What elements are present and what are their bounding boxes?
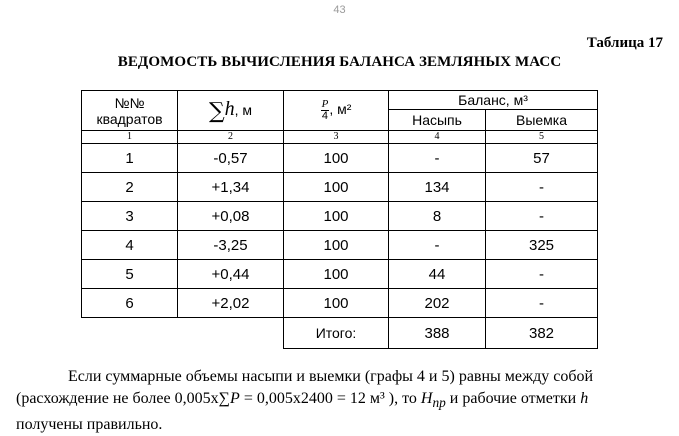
cell-area: 100 xyxy=(284,144,389,173)
column-number: 5 xyxy=(486,131,598,144)
table-row xyxy=(82,231,598,260)
note-var-hh: h xyxy=(580,390,589,407)
cell-cut: - xyxy=(486,202,598,231)
note-var-p: P xyxy=(230,390,240,407)
table-row xyxy=(82,173,598,202)
total-blank xyxy=(178,318,284,349)
note-text: и рабочие отметки xyxy=(445,390,581,407)
note-sum-symbol: ∑ xyxy=(218,390,231,407)
cell-fill: - xyxy=(389,231,486,260)
cell-sum-h: +2,02 xyxy=(178,289,284,318)
sum-var: h xyxy=(224,97,235,120)
cell-quad: 3 xyxy=(82,202,178,231)
note-line-2 xyxy=(16,390,589,411)
sum-symbol: ∑ xyxy=(208,98,225,124)
table-row xyxy=(82,260,598,289)
column-number-row xyxy=(82,131,598,144)
note-text: = 0,005х2400 = 12 м³ ), то xyxy=(239,390,421,407)
note-var-h-sub: пр xyxy=(432,395,446,411)
cell-sum-h: +1,34 xyxy=(178,173,284,202)
cell-quad: 1 xyxy=(82,144,178,173)
cell-area: 100 xyxy=(284,260,389,289)
table-row xyxy=(82,202,598,231)
table-row xyxy=(82,144,598,173)
total-blank xyxy=(82,318,178,349)
column-number: 1 xyxy=(82,131,178,144)
note-line-1: Если суммарные объемы насыпи и выемки (графы 4 и 5) равны между собой xyxy=(68,368,594,385)
note-line-3: получены правильно. xyxy=(16,416,163,434)
header-sum-h xyxy=(178,91,284,131)
note-text: (расхождение не более 0,005х xyxy=(16,390,219,407)
total-row xyxy=(82,318,598,349)
header-fill: Насыпь xyxy=(389,110,486,131)
cell-fill: 44 xyxy=(389,260,486,289)
cell-area: 100 xyxy=(284,173,389,202)
cell-cut: - xyxy=(486,173,598,202)
area-unit: , м² xyxy=(329,101,352,118)
cell-sum-h: -3,25 xyxy=(178,231,284,260)
sum-unit: , м xyxy=(234,101,253,118)
column-number: 3 xyxy=(284,131,389,144)
header-cut: Выемка xyxy=(486,110,598,131)
header-quad-line1: №№ xyxy=(114,94,145,111)
cell-fill: 8 xyxy=(389,202,486,231)
total-cut: 382 xyxy=(486,318,598,349)
column-number: 4 xyxy=(389,131,486,144)
header-area xyxy=(284,91,389,131)
cell-cut: - xyxy=(486,289,598,318)
cell-sum-h: +0,08 xyxy=(178,202,284,231)
header-balance: Баланс, м³ xyxy=(389,91,598,110)
cell-quad: 6 xyxy=(82,289,178,318)
cell-quad: 2 xyxy=(82,173,178,202)
table-row xyxy=(82,289,598,318)
cell-cut: 325 xyxy=(486,231,598,260)
cell-fill: - xyxy=(389,144,486,173)
earthwork-balance-table xyxy=(81,90,598,349)
cell-cut: - xyxy=(486,260,598,289)
document-title: ВЕДОМОСТЬ ВЫЧИСЛЕНИЯ БАЛАНСА ЗЕМЛЯНЫХ МАСС xyxy=(117,54,562,70)
explanatory-note xyxy=(16,366,664,436)
total-label: Итого: xyxy=(284,318,389,349)
header-quad-line2: квадратов xyxy=(96,110,163,127)
table-label: Таблица 17 xyxy=(586,35,663,51)
cell-fill: 202 xyxy=(389,289,486,318)
cell-sum-h: -0,57 xyxy=(178,144,284,173)
cell-quad: 5 xyxy=(82,260,178,289)
cell-area: 100 xyxy=(284,202,389,231)
header-quad xyxy=(82,91,178,131)
cell-fill: 134 xyxy=(389,173,486,202)
cell-area: 100 xyxy=(284,289,389,318)
cell-cut: 57 xyxy=(486,144,598,173)
column-number: 2 xyxy=(178,131,284,144)
total-fill: 388 xyxy=(389,318,486,349)
cell-quad: 4 xyxy=(82,231,178,260)
note-var-h: H xyxy=(420,390,433,407)
area-denominator: 4 xyxy=(321,110,329,122)
area-numerator: P xyxy=(321,98,329,110)
cell-sum-h: +0,44 xyxy=(178,260,284,289)
cell-area: 100 xyxy=(284,231,389,260)
page-number: 43 xyxy=(333,4,346,16)
header-row xyxy=(82,91,598,110)
